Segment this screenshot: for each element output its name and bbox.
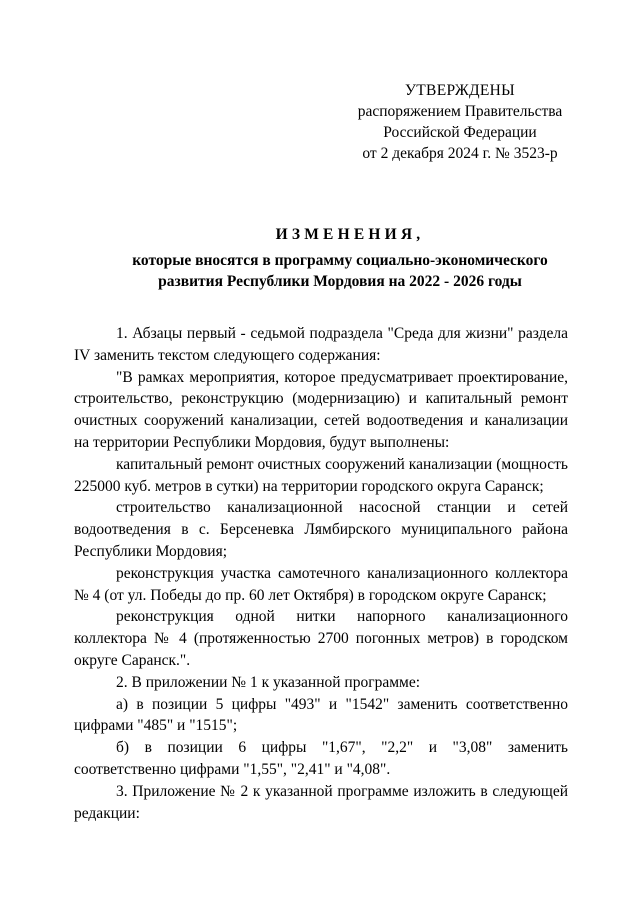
paragraph-quote-intro: "В рамках мероприятия, которое предусматривает проектирование, строительство, реконструкцию (модернизацию) и капитальный ремонт очистных сооружений канализации, сетей водоотведения и канализации на территории Республики Мордовия, будут выполнены: — [74, 368, 568, 451]
document-title: ИЗМЕНЕНИЯ, — [275, 226, 425, 243]
paragraph-item-3: 3. Приложение № 2 к указанной программе изложить в следующей редакции: — [74, 782, 568, 822]
approval-authority: распоряжением Правительства — [357, 103, 563, 120]
approval-authority-country: Российской Федерации — [383, 124, 537, 141]
paragraph-subitem-a: а) в позиции 5 цифры "493" и "1542" заменить соответственно цифрами "485" и "1515"; — [74, 695, 568, 735]
approval-stamp — [340, 80, 580, 164]
approval-heading: УТВЕРЖДЕНЫ — [405, 82, 515, 99]
paragraph-list-item: реконструкция участка самотечного канализационного коллектора № 4 (от ул. Победы до пр. 60 лет Октября) в городском округе Саранск; — [74, 564, 568, 604]
approval-date-number: от 2 декабря 2024 г. № 3523-р — [362, 145, 558, 162]
paragraph-subitem-b: б) в позиции 6 цифры "1,67", "2,2" и "3,08" заменить соответственно цифрами "1,55", "2,41" и "4,08". — [74, 739, 568, 778]
document-body — [74, 323, 568, 824]
paragraph-list-item: реконструкция одной нитки напорного канализационного коллектора № 4 (протяженностью 2700 погонных метров) в городском округе Саранск.". — [74, 608, 568, 669]
document-subtitle — [40, 250, 640, 292]
paragraph-list-item: строительство канализационной насосной станции и сетей водоотведения в с. Берсеневка Лямбирского муниципального района Республики Мордовия; — [74, 499, 568, 560]
paragraph-list-item: капитальный ремонт очистных сооружений канализации (мощность 225000 куб. метров в сутки) на территории городского округа Саранск; — [74, 455, 568, 495]
paragraph-item-2: 2. В приложении № 1 к указанной программе: — [116, 673, 421, 691]
subtitle-line-2: развития Республики Мордовия на 2022 - 2026 годы — [158, 273, 522, 290]
subtitle-line-1: которые вносятся в программу социально-экономического — [132, 252, 548, 269]
paragraph-item-1: 1. Абзацы первый - седьмой подраздела "Среда для жизни" раздела IV заменить текстом следующего содержания: — [74, 325, 568, 364]
